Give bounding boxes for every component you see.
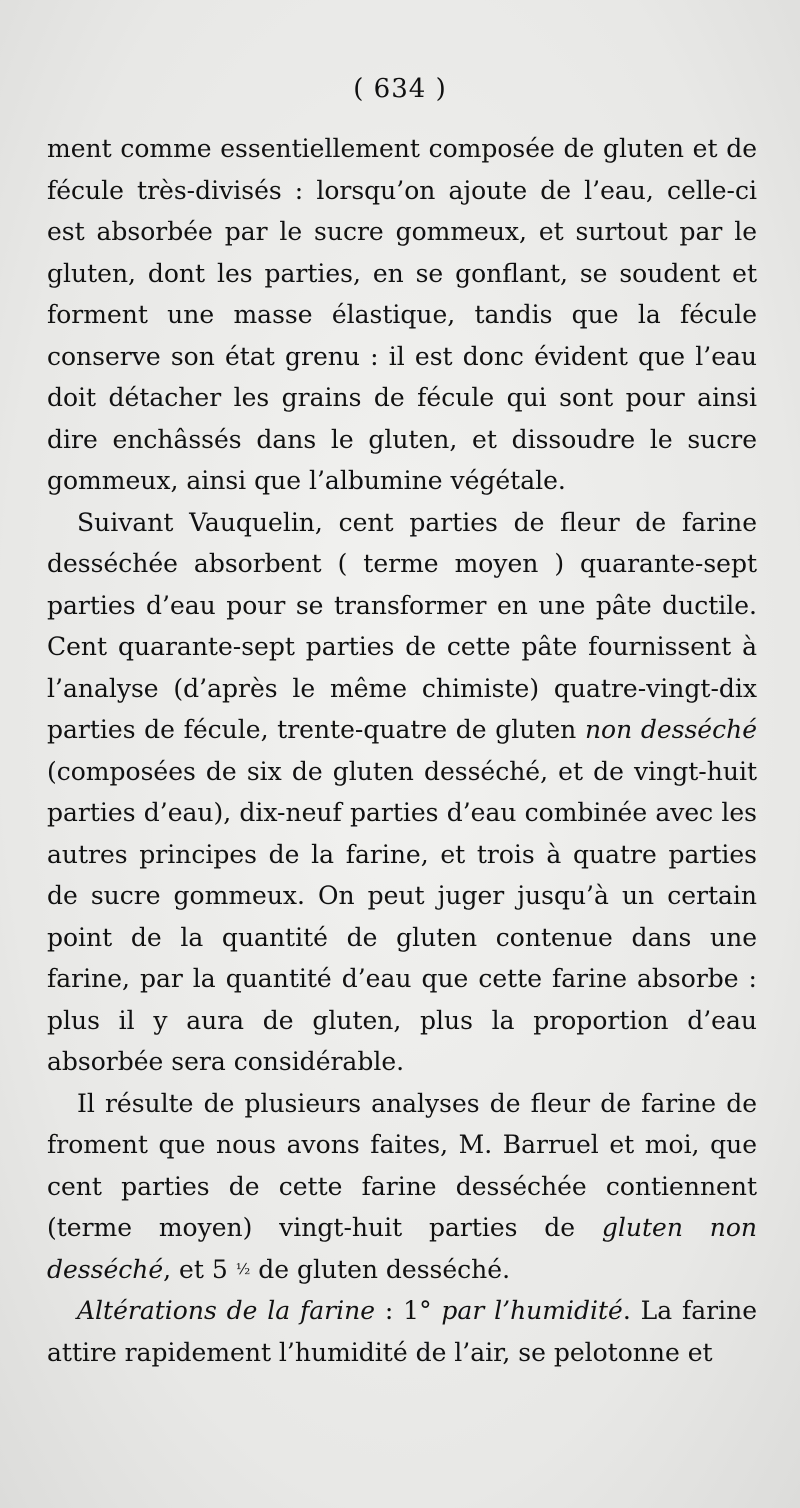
text-run: , et 5	[163, 1254, 236, 1284]
text-run: ment comme essentiellement composée de gluten et de fécule très-divisés : lorsqu’on ajoute de l’eau, celle-ci est absorbée par le sucre gommeux, et surtout par le gluten, dont les parties, en se gonflant, se soudent et forment une masse élastique, tandis que la fécule conserve son état grenu : il est donc évident que l’eau doit détacher les grains de fécule qui sont pour ainsi dire enchâssés dans le gluten, et dissoudre le sucre gommeux, ainsi que l’albumine végétale.	[47, 134, 757, 495]
body-text	[47, 128, 757, 1373]
text-run: de gluten desséché.	[250, 1254, 511, 1284]
text-run: ½	[235, 1259, 251, 1278]
text-run: Suivant Vauquelin, cent parties de fleur de farine desséchée absorbent ( terme moyen ) quarante-sept parties d’eau pour se transformer en une pâte ductile. Cent quarante-sept parties de cette pâte fournissent à l’analyse (d’après le même chimiste) quatre-vingt-dix parties de fécule, trente-quatre de gluten	[47, 507, 757, 744]
italic-text: Altérations de la farine	[77, 1296, 376, 1325]
paragraph-2	[47, 502, 757, 1083]
italic-text: non desséché	[584, 715, 757, 744]
text-run: (composées de six de gluten desséché, et de vingt-huit parties d’eau), dix-neuf parties d’eau combinée avec les autres principes de la farine, et trois à quatre parties de sucre gommeux. On peut juger jusqu’à un certain point de la quantité de gluten contenue dans une farine, par la quantité d’eau que cette farine absorbe : plus il y aura de gluten, plus la proportion d’eau absorbée sera considérable.	[47, 756, 757, 1076]
italic-text: gluten non desséché	[47, 1213, 757, 1284]
page-number: ( 634 )	[353, 74, 447, 104]
text-run: Il résulte de plusieurs analyses de fleur de farine de froment que nous avons faites, M. Barruel et moi, que cent parties de cette farine desséchée contiennent (terme moyen) vingt-huit parties de	[47, 1088, 757, 1242]
italic-text: par l’humidité	[441, 1296, 623, 1325]
text-run: . La farine attire rapidement l’humidité de l’air, se pelotonne et	[47, 1296, 757, 1367]
text-run: : 1°	[375, 1296, 442, 1325]
paragraph-1	[47, 128, 757, 502]
paragraph-4	[47, 1290, 757, 1373]
paragraph-3	[47, 1083, 757, 1291]
